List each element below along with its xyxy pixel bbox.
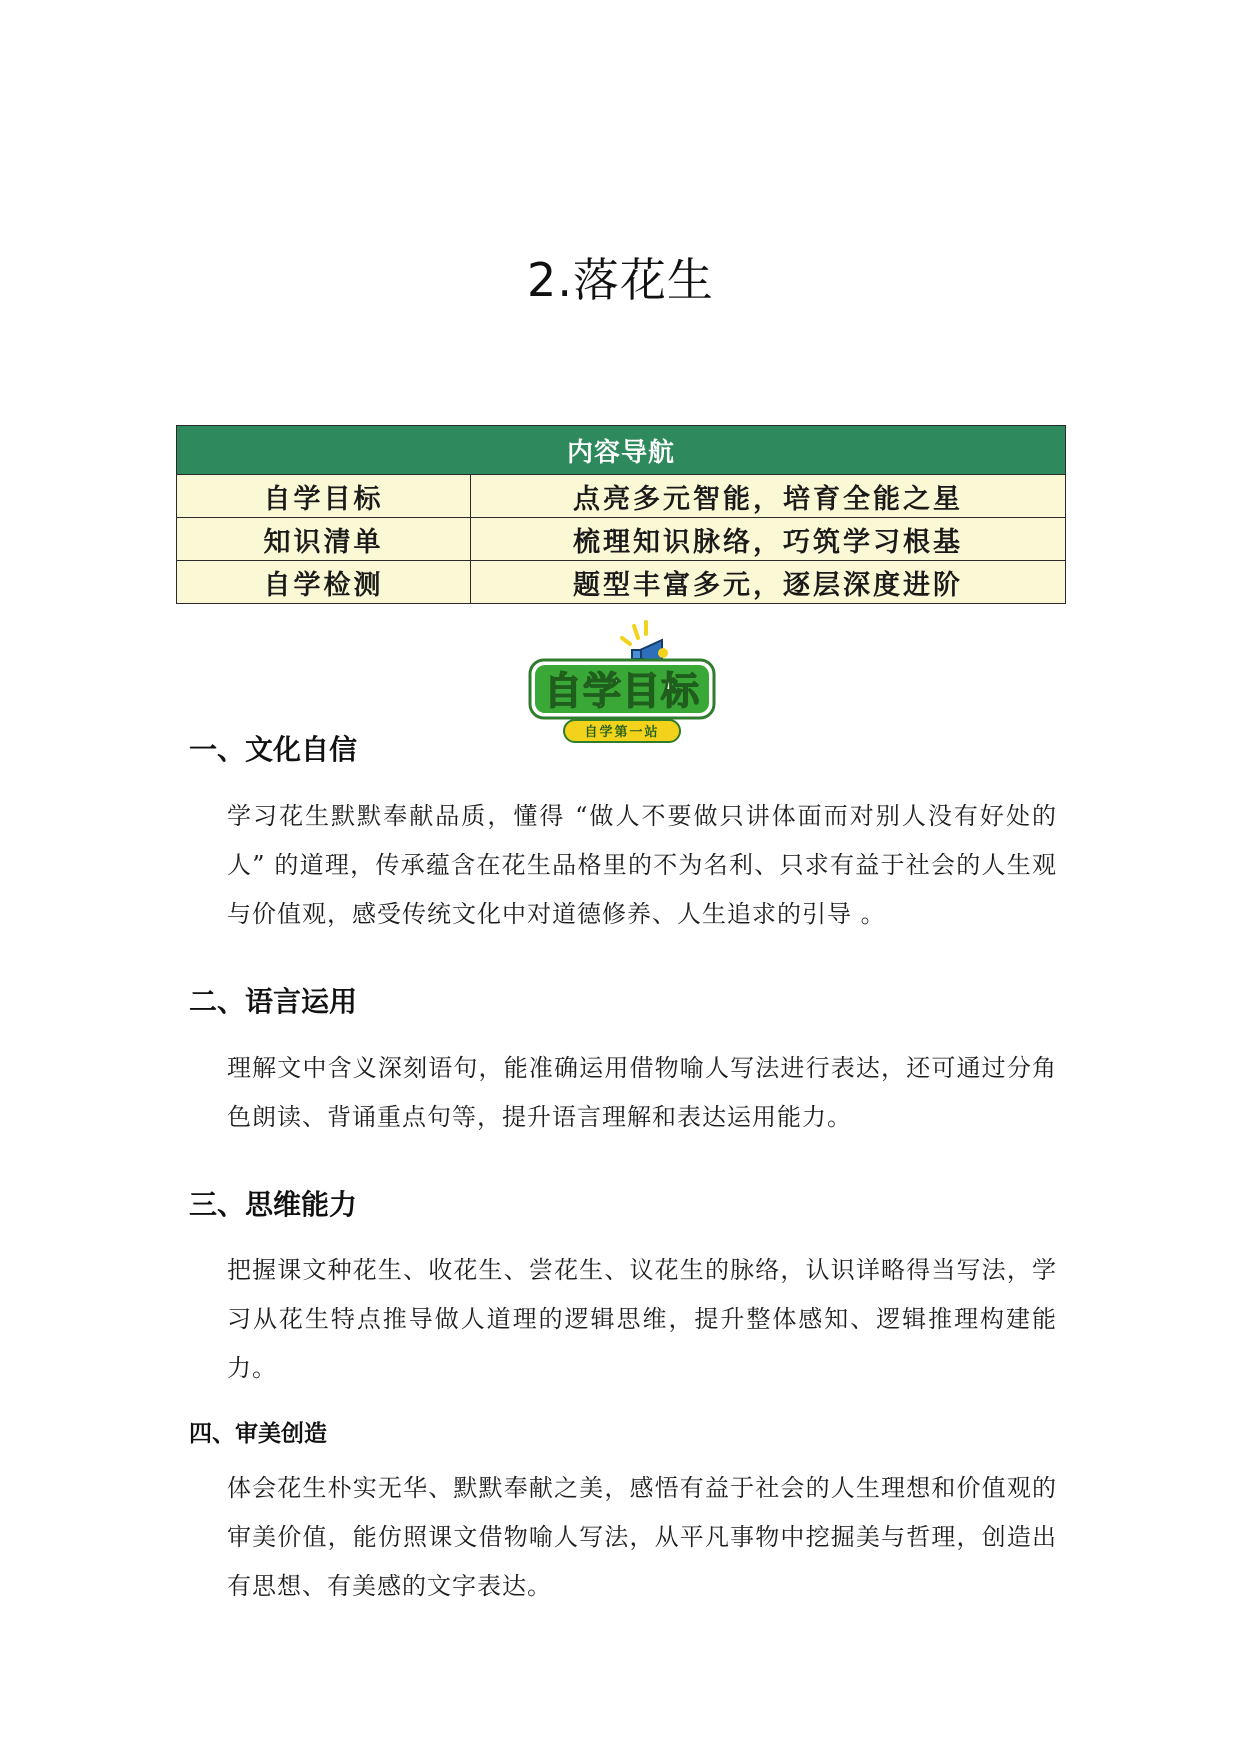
- nav-header: 内容导航: [177, 426, 1066, 475]
- table-row: [177, 518, 1066, 561]
- nav-item-name: 自学目标: [177, 475, 471, 518]
- section-heading: 三、思维能力: [189, 1188, 358, 1221]
- table-row: [177, 561, 1066, 604]
- nav-item-desc: 梳理知识脉络，巧筑学习根基: [471, 518, 1066, 561]
- nav-item-name: 自学检测: [177, 561, 471, 604]
- burst-icon: [622, 622, 646, 644]
- section-body: 把握课文种花生、收花生、尝花生、议花生的脉络，认识详略得当写法，学习从花生特点推导做人道理的逻辑思维，提升整体感知、逻辑推理构建能力。: [227, 1256, 1057, 1382]
- section-body: 体会花生朴实无华、默默奉献之美，感悟有益于社会的人生理想和价值观的审美价值，能仿照课文借物喻人写法，从平凡事物中挖掘美与哲理，创造出有思想、有美感的文字表达。: [227, 1474, 1057, 1600]
- page-title: 2.落花生: [527, 253, 714, 307]
- section-heading: 一、文化自信: [189, 733, 358, 766]
- section-body: 理解文中含义深刻语句，能准确运用借物喻人写法进行表达，还可通过分角色朗读、背诵重点句等，提升语言理解和表达运用能力。: [227, 1054, 1057, 1131]
- section-body: 学习花生默默奉献品质，懂得 “做人不要做只讲体面而对别人没有好处的人” 的道理，传承蕴含在花生品格里的不为名利、只求有益于社会的人生观与价值观，感受传统文化中对道德修养、人生追求的引导 。: [227, 802, 1057, 928]
- nav-item-name: 知识清单: [177, 518, 471, 561]
- nav-item-desc: 题型丰富多元，逐层深度进阶: [471, 561, 1066, 604]
- table-row: [177, 475, 1066, 518]
- self-study-goal-badge: [522, 620, 722, 744]
- badge-main-text: 自学目标: [543, 669, 701, 713]
- section-heading: 四、审美创造: [189, 1421, 327, 1447]
- nav-item-desc: 点亮多元智能，培育全能之星: [471, 475, 1066, 518]
- badge-sub-text: 自学第一站: [584, 725, 660, 740]
- nav-header-row: [177, 426, 1066, 475]
- content-nav-table: [176, 425, 1066, 604]
- section-heading: 二、语言运用: [189, 985, 358, 1018]
